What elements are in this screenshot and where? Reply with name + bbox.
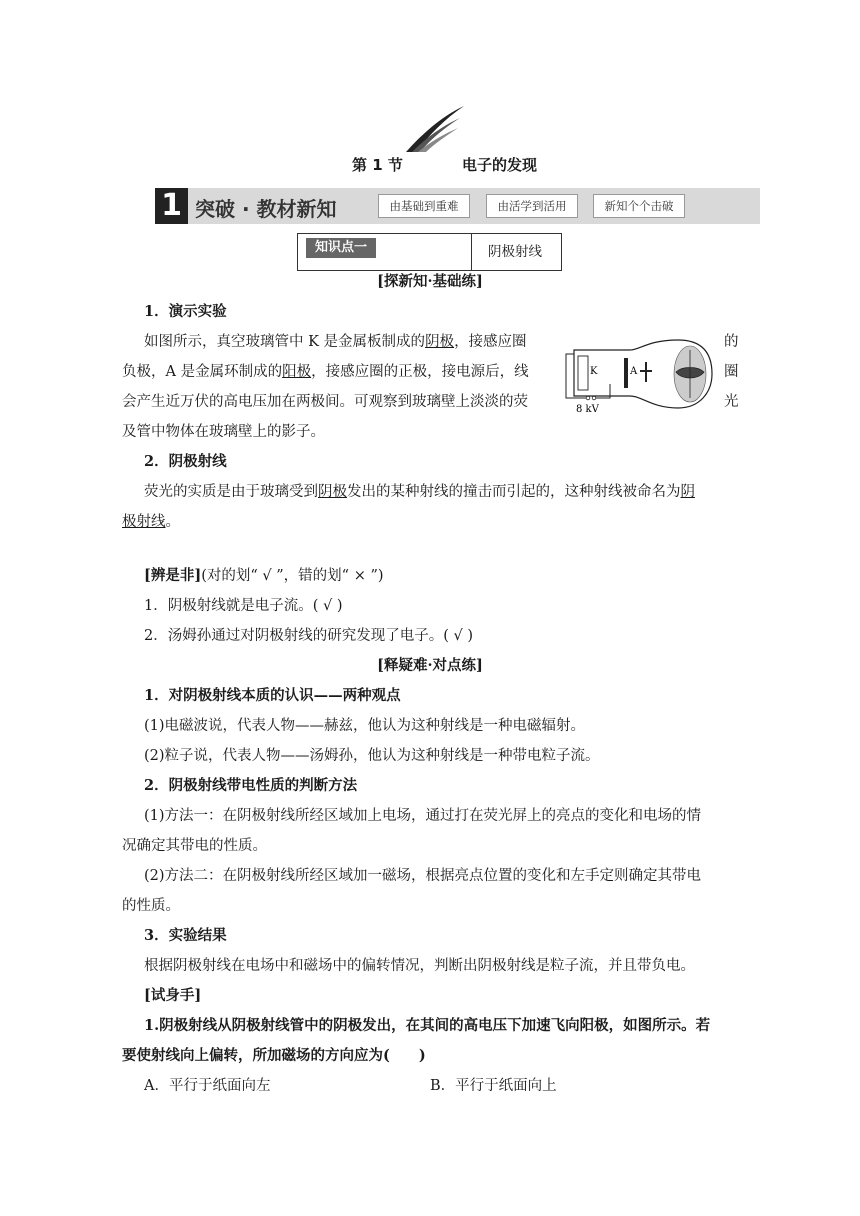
underlined-term: 阴 (680, 484, 695, 500)
heading-judge-method: 2．阴极射线带电性质的判断方法 (144, 777, 358, 794)
option-b: B．平行于纸面向上 (430, 1078, 557, 1094)
title-swoosh-logo (404, 104, 466, 154)
label-a: A (630, 366, 638, 377)
paragraph-line: 会产生近万伏的高电压加在两极间。可观察到玻璃壁上淡淡的荧 (122, 394, 528, 410)
wrap-char: 光 (724, 394, 739, 410)
try-label: [试身手] (144, 987, 202, 1004)
knowledge-point-box (297, 233, 562, 271)
paragraph-line: 荧光的实质是由于玻璃受到阴极发出的某种射线的撞击而引起的，这种射线被命名为阴 (144, 484, 695, 500)
list-item: (2)粒子说，代表人物——汤姆孙，他认为这种射线是一种带电粒子流。 (144, 748, 600, 764)
heading-demo-experiment: 1．演示实验 (144, 303, 227, 320)
section-title: 电子的发现 (462, 156, 538, 174)
section-heading-explain: [释疑难·对点练] (377, 657, 483, 674)
underlined-term: 阴极 (425, 334, 455, 350)
method-2-line-1: (2)方法二：在阴极射线所经区域加一磁场，根据亮点位置的变化和左手定则确定其带电 (144, 868, 702, 884)
method-2-line-2: 的性质。 (122, 898, 180, 914)
knowledge-point-name: 阴极射线 (488, 244, 542, 260)
section-number: 第 1 节 (352, 156, 403, 174)
question-1-line-1: 1.阴极射线从阴极射线管中的阴极发出，在其间的高电压下加速飞向阳极，如图所示。若 (144, 1017, 711, 1034)
section-heading-basic: [探新知·基础练] (377, 273, 483, 290)
paragraph-line: 及管中物体在玻璃壁上的影子。 (122, 424, 325, 440)
banner-title: 突破 · 教材新知 (195, 197, 337, 221)
label-k: K (590, 366, 598, 377)
heading-cathode-ray: 2．阴极射线 (144, 453, 227, 470)
heading-result: 3．实验结果 (144, 927, 227, 944)
heading-nature: 1．对阴极射线本质的认识——两种观点 (144, 687, 401, 704)
judge-instructions: [辨是非](对的划“ √ ”，错的划“ × ”) (144, 567, 384, 584)
page-title (0, 154, 860, 178)
knowledge-point-tag: 知识点一 (306, 238, 376, 258)
question-1-line-2: 要使射线向上偏转，所加磁场的方向应为( ) (122, 1047, 426, 1064)
method-1-line-1: (1)方法一：在阴极射线所经区域加上电场，通过打在荧光屏上的亮点的变化和电场的情 (144, 808, 702, 824)
banner-tag-3: 新知个个击破 (593, 194, 685, 218)
result-text: 根据阴极射线在电场中和磁场中的偏转情况，判断出阴极射线是粒子流，并且带负电。 (144, 958, 695, 974)
banner-tag-2: 由活学到活用 (486, 194, 578, 218)
chapter-banner (155, 188, 760, 224)
wrap-char: 圈 (724, 364, 739, 380)
wrap-char: 的 (724, 334, 739, 350)
cathode-ray-tube-figure (560, 336, 720, 416)
judge-item-1: 1．阴极射线就是电子流。( √ ) (144, 598, 343, 614)
label-voltage: 8 kV (576, 404, 599, 415)
banner-tag-1: 由基础到重难 (378, 194, 470, 218)
underlined-term: 阴极 (318, 484, 347, 500)
banner-number: 1 (155, 188, 188, 224)
option-a: A．平行于纸面向左 (144, 1078, 271, 1094)
judge-item-2: 2．汤姆孙通过对阴极射线的研究发现了电子。( √ ) (144, 628, 473, 644)
list-item: (1)电磁波说，代表人物——赫兹，他认为这种射线是一种电磁辐射。 (144, 718, 586, 734)
underlined-term: 阳极 (282, 364, 312, 380)
paragraph-line: 负极，A 是金属环制成的阳极，接感应圈的正极，接电源后，线 (122, 364, 529, 380)
paragraph-line: 如图所示，真空玻璃管中 K 是金属板制成的阴极，接感应圈 (144, 334, 527, 350)
underlined-term: 极射线 (122, 514, 166, 530)
method-1-line-2: 况确定其带电的性质。 (122, 838, 267, 854)
knowledge-point-divider (471, 234, 472, 270)
paragraph-line: 极射线。 (122, 514, 180, 530)
